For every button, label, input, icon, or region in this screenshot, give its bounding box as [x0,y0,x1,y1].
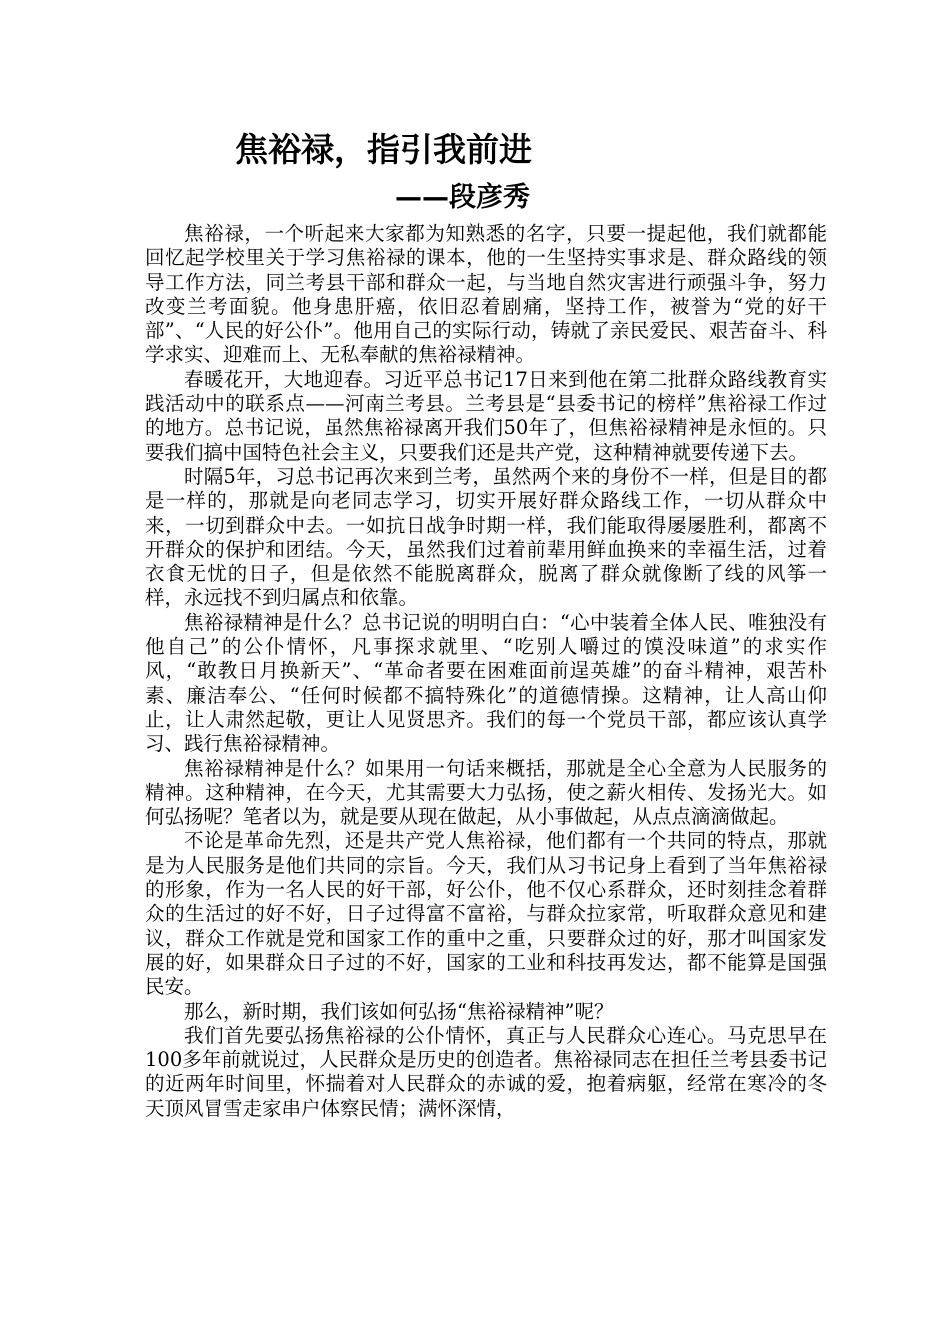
document-author: ——段彦秀 [395,182,530,213]
document-title: 焦裕禄，指引我前进 [235,130,532,169]
paragraph: 焦裕禄精神是什么？如果用一句话来概括，那就是全心全意为人民服务的精神。这种精神，在今天，尤其需要大力弘扬，使之薪火相传、发扬光大。如何弘扬呢？笔者以为，就是要从现在做起，从小事做起，从点点滴滴做起。 [145,756,827,829]
document-body [145,222,827,1121]
paragraph: 我们首先要弘扬焦裕禄的公仆情怀，真正与人民群众心连心。马克思早在100多年前就说过，人民群众是历史的创造者。焦裕禄同志在担任兰考县委书记的近两年时间里，怀揣着对人民群众的赤诚的爱，抱着病躯，经常在寒冷的冬天顶风冒雪走家串户体察民情；满怀深情， [145,1023,827,1120]
paragraph: 时隔5年，习总书记再次来到兰考，虽然两个来的身份不一样，但是目的都是一样的，那就是向老同志学习，切实开展好群众路线工作，一切从群众中来，一切到群众中去。一如抗日战争时期一样，我们能取得屡屡胜利，都离不开群众的保护和团结。今天，虽然我们过着前辈用鲜血换来的幸福生活，过着衣食无忧的日子，但是依然不能脱离群众，脱离了群众就像断了线的风筝一样，永远找不到归属点和依靠。 [145,464,827,610]
paragraph: 焦裕禄，一个听起来大家都为知熟悉的名字，只要一提起他，我们就都能回忆起学校里关于学习焦裕禄的课本，他的一生坚持实事求是、群众路线的领导工作方法，同兰考县干部和群众一起，与当地自然灾害进行顽强斗争，努力改变兰考面貌。他身患肝癌，依旧忍着剧痛，坚持工作，被誉为“党的好干部”、“人民的好公仆”。他用自己的实际行动，铸就了亲民爱民、艰苦奋斗、科学求实、迎难而上、无私奉献的焦裕禄精神。 [145,222,827,367]
paragraph: 不论是革命先烈，还是共产党人焦裕禄，他们都有一个共同的特点，那就是为人民服务是他们共同的宗旨。今天，我们从习书记身上看到了当年焦裕禄的形象，作为一名人民的好干部，好公仆，他不仅心系群众，还时刻挂念着群众的生活过的好不好，日子过得富不富裕，与群众拉家常，听取群众意见和建议，群众工作就是党和国家工作的重中之重，只要群众过的好，那才叫国家发展的好，如果群众日子过的不好，国家的工业和科技再发达，都不能算是国强民安。 [145,829,827,999]
paragraph: 焦裕禄精神是什么？总书记说的明明白白：“心中装着全体人民、唯独没有他自己”的公仆情怀，凡事探求就里、“吃别人嚼过的馍没味道”的求实作风，“敢教日月换新天”、“革命者要在困难面前逞英雄”的奋斗精神，艰苦朴素、廉洁奉公、“任何时候都不搞特殊化”的道德情操。这精神，让人高山仰止，让人肃然起敬，更让人见贤思齐。我们的每一个党员干部，都应该认真学习、践行焦裕禄精神。 [145,610,827,756]
paragraph: 那么，新时期，我们该如何弘扬“焦裕禄精神”呢？ [184,999,614,1023]
paragraph: 春暖花开，大地迎春。习近平总书记17日来到他在第二批群众路线教育实践活动中的联系点——河南兰考县。兰考县是“县委书记的榜样”焦裕禄工作过的地方。总书记说，虽然焦裕禄离开我们50年了，但焦裕禄精神是永恒的。只要我们搞中国特色社会主义，只要我们还是共产党，这种精神就要传递下去。 [145,367,827,464]
